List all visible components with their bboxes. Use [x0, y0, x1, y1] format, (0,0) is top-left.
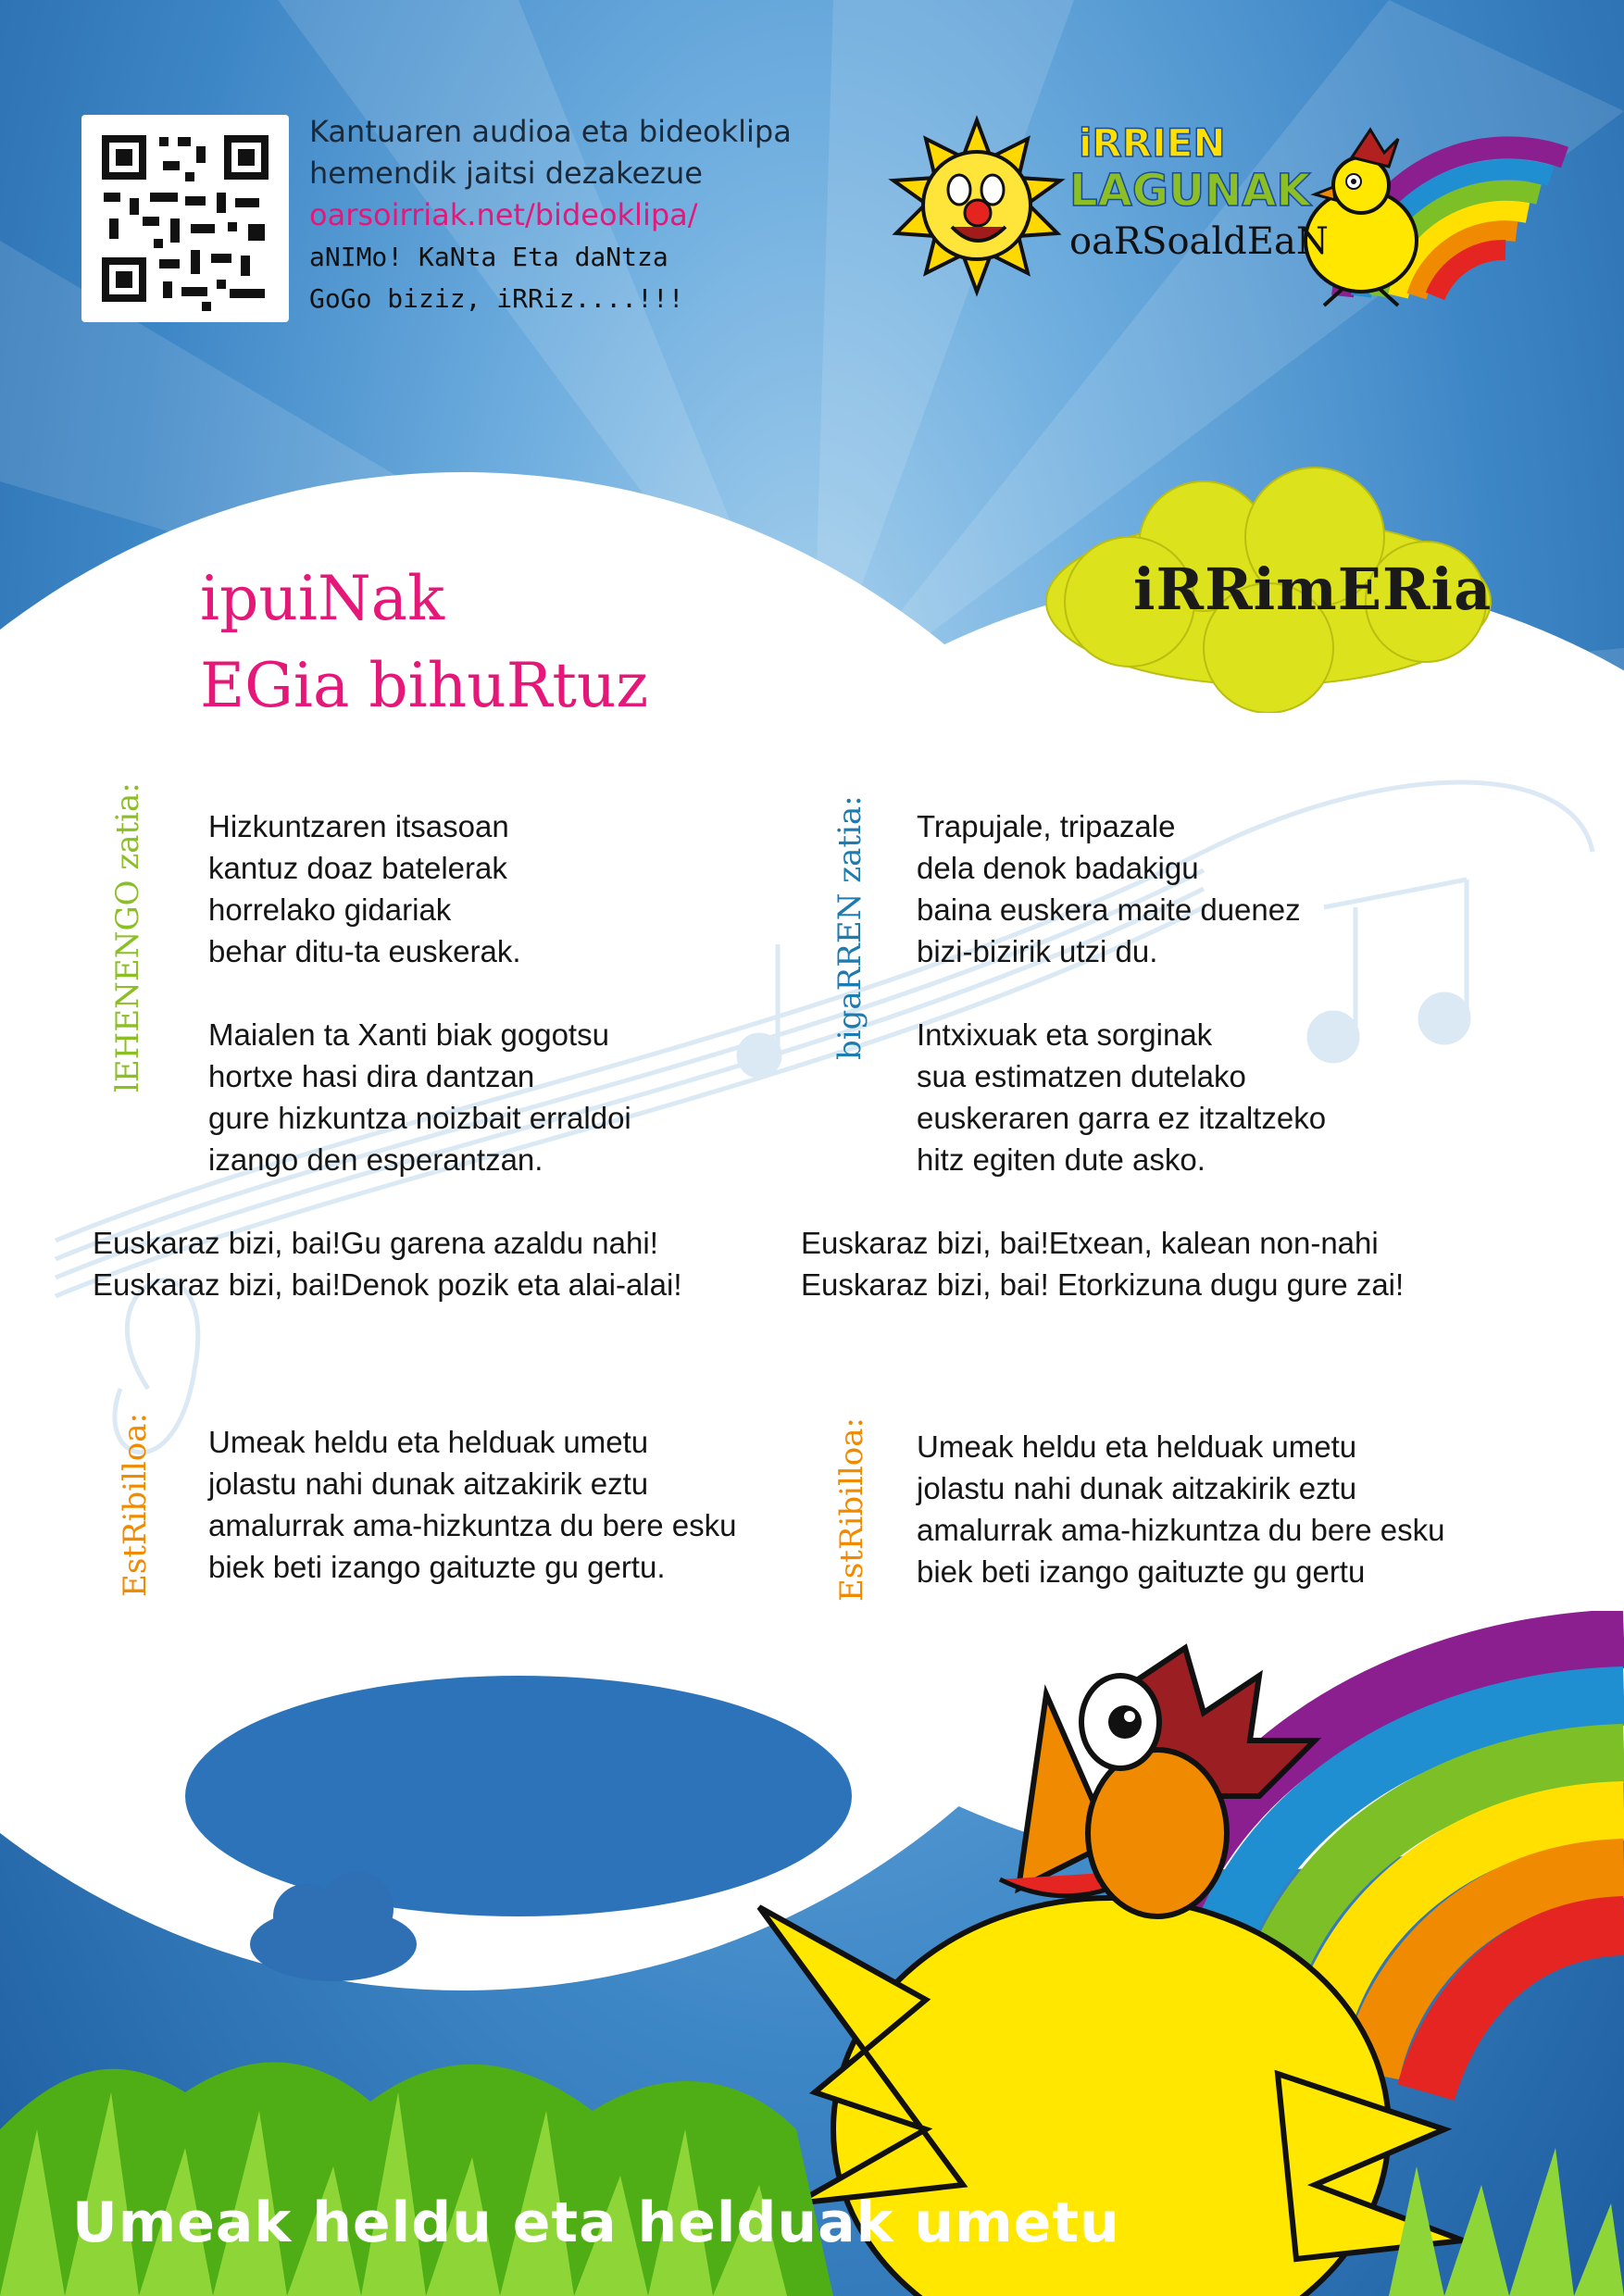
- logo-line-3: oaRSoaldEaN: [1069, 220, 1329, 263]
- intro-line-2: hemendik jaitsi dezakezue: [309, 156, 703, 191]
- right-refrain-label: EstRibilloa:: [833, 1417, 870, 1602]
- left-refrain: [208, 1421, 736, 1588]
- slogan: Umeak heldu eta helduak umetu: [72, 2190, 1120, 2255]
- refrain-line: amalurrak ama-hizkuntza du bere esku: [208, 1508, 737, 1542]
- chorus-line: Euskaraz bizi, bai! Etorkizuna dugu gure zai!: [801, 1267, 1405, 1302]
- small-cloud-icon: [250, 1872, 417, 1981]
- refrain-line: jolastu nahi dunak aitzakirik eztu: [208, 1466, 649, 1501]
- download-link[interactable]: oarsoirriak.net/bideoklipa/: [309, 197, 698, 232]
- chorus-line: Euskaraz bizi, bai!Etxean, kalean non-nahi: [801, 1226, 1379, 1260]
- verse-line: horrelako gidariak: [208, 892, 452, 927]
- left-verse-1: [208, 805, 521, 972]
- verse-line: bizi-bizirik utzi du.: [917, 934, 1158, 968]
- encouragement-line-2: GoGo biziz, iRRiz....!!!: [309, 283, 684, 314]
- chorus-line: Euskaraz bizi, bai!Denok pozik eta alai-alai!: [93, 1267, 682, 1302]
- verse-line: hortxe hasi dira dantzan: [208, 1059, 535, 1093]
- encouragement-line-1: aNIMo! KaNta Eta daNtza: [309, 242, 668, 272]
- right-verse-1: [917, 805, 1301, 972]
- qr-code[interactable]: [81, 115, 289, 322]
- verse-line: sua estimatzen dutelako: [917, 1059, 1246, 1093]
- right-part-label: bigaRREN zatia:: [831, 795, 868, 1060]
- refrain-line: Umeak heldu eta helduak umetu: [917, 1429, 1357, 1464]
- intro-text: [309, 111, 792, 319]
- left-refrain-label: EstRibilloa:: [117, 1413, 154, 1597]
- refrain-line: biek beti izango gaituzte gu gertu.: [208, 1550, 666, 1584]
- left-title-line-2: EGia bihuRtuz: [200, 650, 649, 721]
- left-title: [200, 555, 648, 730]
- qr-code-icon: [81, 115, 289, 322]
- verse-line: Intxixuak eta sorginak: [917, 1017, 1213, 1052]
- irrien-lagunak-logo: [880, 74, 1574, 315]
- right-chorus: [801, 1222, 1404, 1305]
- verse-line: gure hizkuntza noizbait erraldoi: [208, 1101, 631, 1135]
- verse-line: Trapujale, tripazale: [917, 809, 1176, 843]
- chorus-line: Euskaraz bizi, bai!Gu garena azaldu nahi!: [93, 1226, 658, 1260]
- verse-line: izango den esperantzan.: [208, 1142, 543, 1177]
- verse-line: kantuz doaz batelerak: [208, 851, 507, 885]
- verse-line: behar ditu-ta euskerak.: [208, 934, 521, 968]
- refrain-line: amalurrak ama-hizkuntza du bere esku: [917, 1513, 1445, 1547]
- rooster-icon: [1305, 130, 1417, 306]
- refrain-line: jolastu nahi dunak aitzakirik eztu: [917, 1471, 1357, 1505]
- verse-line: euskeraren garra ez itzaltzeko: [917, 1101, 1327, 1135]
- right-verse-2: [917, 1014, 1326, 1180]
- sun-icon: [893, 120, 1060, 292]
- verse-line: Hizkuntzaren itsasoan: [208, 809, 509, 843]
- intro-line-1: Kantuaren audioa eta bideoklipa: [309, 114, 792, 149]
- right-title: iRRimERia: [1133, 555, 1493, 623]
- verse-line: hitz egiten dute asko.: [917, 1142, 1206, 1177]
- left-part-label: lEHENENGO zatia:: [109, 782, 146, 1092]
- logo-line-2: LAGUNAK: [1069, 165, 1311, 217]
- refrain-line: biek beti izango gaituzte gu gertu: [917, 1554, 1366, 1589]
- right-refrain: [917, 1426, 1444, 1592]
- logo-line-1: iRRIEN: [1079, 120, 1226, 166]
- verse-line: dela denok badakigu: [917, 851, 1199, 885]
- left-verse-2: [208, 1014, 631, 1180]
- verse-line: Maialen ta Xanti biak gogotsu: [208, 1017, 609, 1052]
- verse-line: baina euskera maite duenez: [917, 892, 1301, 927]
- left-title-line-1: ipuiNak: [200, 563, 445, 634]
- refrain-line: Umeak heldu eta helduak umetu: [208, 1425, 649, 1459]
- left-chorus: [93, 1222, 682, 1305]
